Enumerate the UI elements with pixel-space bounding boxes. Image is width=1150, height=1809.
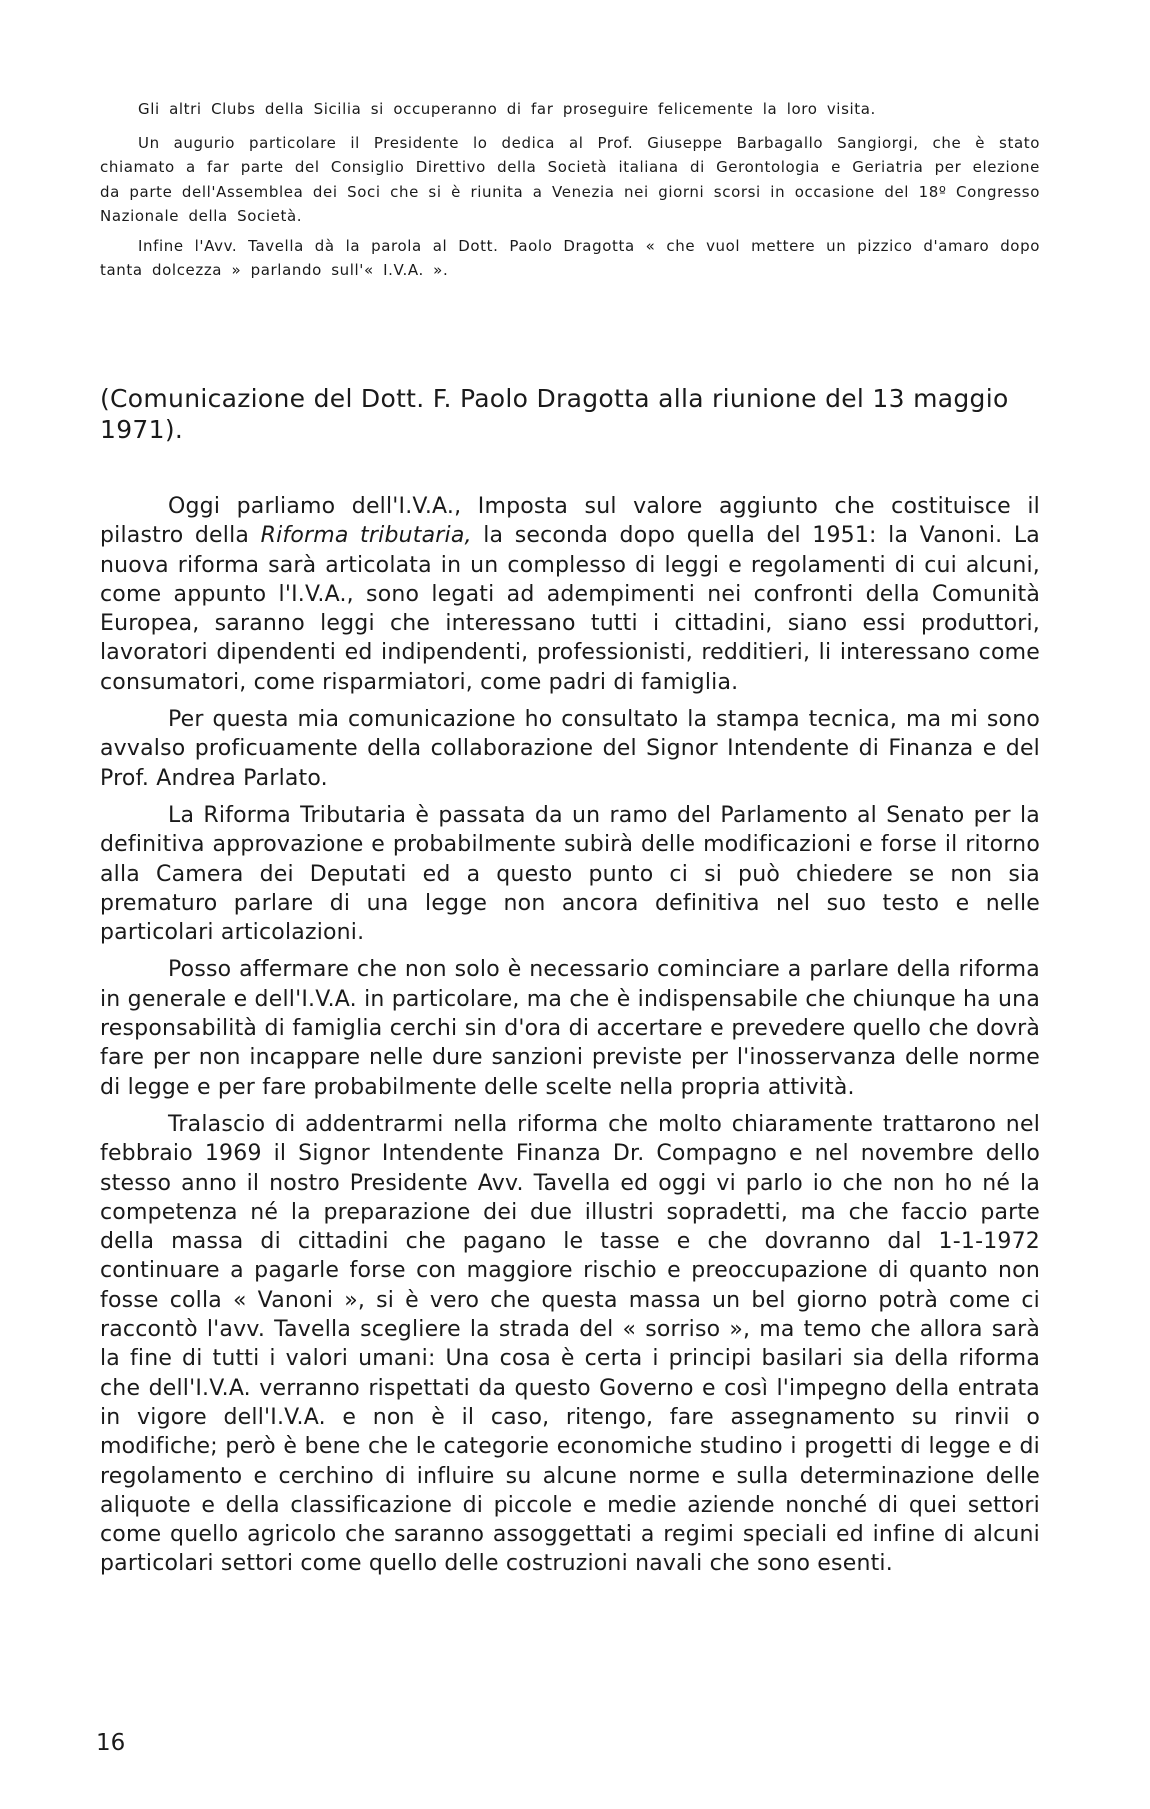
communication-body [100, 492, 1040, 1587]
page-number: 16 [96, 1730, 126, 1756]
text-run: Oggi parliamo dell'I.V.A., Imposta sul valore aggiunto che costituisce il pilastro della [100, 494, 1040, 549]
paragraph: Infine l'Avv. Tavella dà la parola al Dott. Paolo Dragotta « che vuol mettere un pizzico d'amaro dopo tanta dolcezza » parlando sull'« I.V.A. ». [100, 236, 1040, 279]
paragraph: La Riforma Tributaria è passata da un ramo del Parlamento al Senato per la definitiva approvazione e probabilmente subirà delle modificazioni e forse il ritorno alla Camera dei Deputati ed a questo punto ci si può chiedere se non sia prematuro parlare di una legge non ancora definitiva nel suo testo e nelle particolari articolazioni. [100, 802, 1040, 946]
meeting-report-section [100, 97, 1040, 288]
paragraph [100, 492, 1040, 697]
paragraph: Gli altri Clubs della Sicilia si occuperanno di far proseguire felicemente la loro visita. [138, 100, 876, 118]
paragraph: Un augurio particolare il Presidente lo dedica al Prof. Giuseppe Barbagallo Sangiorgi, che è stato chiamato a far parte del Consiglio Direttivo della Società italiana di Gerontologia e Geriatria per elezione da parte dell'Assemblea dei Soci che si è riunita a Venezia nei giorni scorsi in occasione del 18º Congresso Nazionale della Società. [100, 133, 1040, 225]
paragraph: Per questa mia comunicazione ho consultato la stampa tecnica, ma mi sono avvalso proficuamente della collaborazione del Signor Intendente di Finanza e del Prof. Andrea Parlato. [100, 707, 1040, 791]
paragraph: Posso affermare che non solo è necessario cominciare a parlare della riforma in generale e dell'I.V.A. in particolare, ma che è indispensabile che chiunque ha una responsabilità di famiglia cerchi sin d'ora di accertare e prevedere quello che dovrà fare per non incappare nelle dure sanzioni previste per l'inosservanza delle norme di legge e per fare probabilmente delle scelte nella propria attività. [100, 957, 1040, 1100]
paragraph: Tralascio di addentrarmi nella riforma che molto chiaramente trattarono nel febbraio 1969 il Signor Intendente Finanza Dr. Compagno e nel novembre dello stesso anno il nostro Presidente Avv. Tavella ed oggi vi parlo io che non ho né la competenza né la preparazione dei due illustri sopradetti, ma che faccio parte della massa di cittadini che pagano le tasse e che dovranno dal 1-1-1972 continuare a pagarle forse con maggiore rischio e preoccupazione di quanto non fosse colla « Vanoni », si è vero che questa massa un bel giorno potrà come ci raccontò l'avv. Tavella scegliere la strada del « sorriso », ma temo che allora sarà la fine di tutti i valori umani: Una cosa è certa i principi basilari sia della riforma che dell'I.V.A. verranno rispettati da questo Governo e così l'impegno della entrata in vigore dell'I.V.A. e non è il caso, ritengo, fare assegnamento su rinvii o modifiche; però è bene che le categorie economiche studino i progetti di legge e di regolamento e cerchino di influire su alcune norme e sulla determinazione delle aliquote e della classificazione di piccole e medie aziende nonché di quei settori come quello agricolo che saranno assoggettati a regimi speciali ed infine di alcuni particolari settori come quello delle costruzioni navali che sono esenti. [100, 1111, 1040, 1577]
italic-text: Riforma tributaria, [260, 523, 472, 549]
text-run: la seconda dopo quella del 1951: la Vanoni. La nuova riforma sarà articolata in un complesso di leggi e regolamenti di cui alcuni, come appunto l'I.V.A., sono legati ad adempimenti nei confronti della Comunità Europea, saranno leggi che interessano tutti i cittadini, siano essi produttori, lavoratori dipendenti ed indipendenti, professionisti, redditieri, li interessano come consumatori, come risparmiatori, come padri di famiglia. [100, 523, 1040, 695]
communication-heading: (Comunicazione del Dott. F. Paolo Dragotta alla riunione del 13 maggio 1971). [100, 384, 1009, 444]
